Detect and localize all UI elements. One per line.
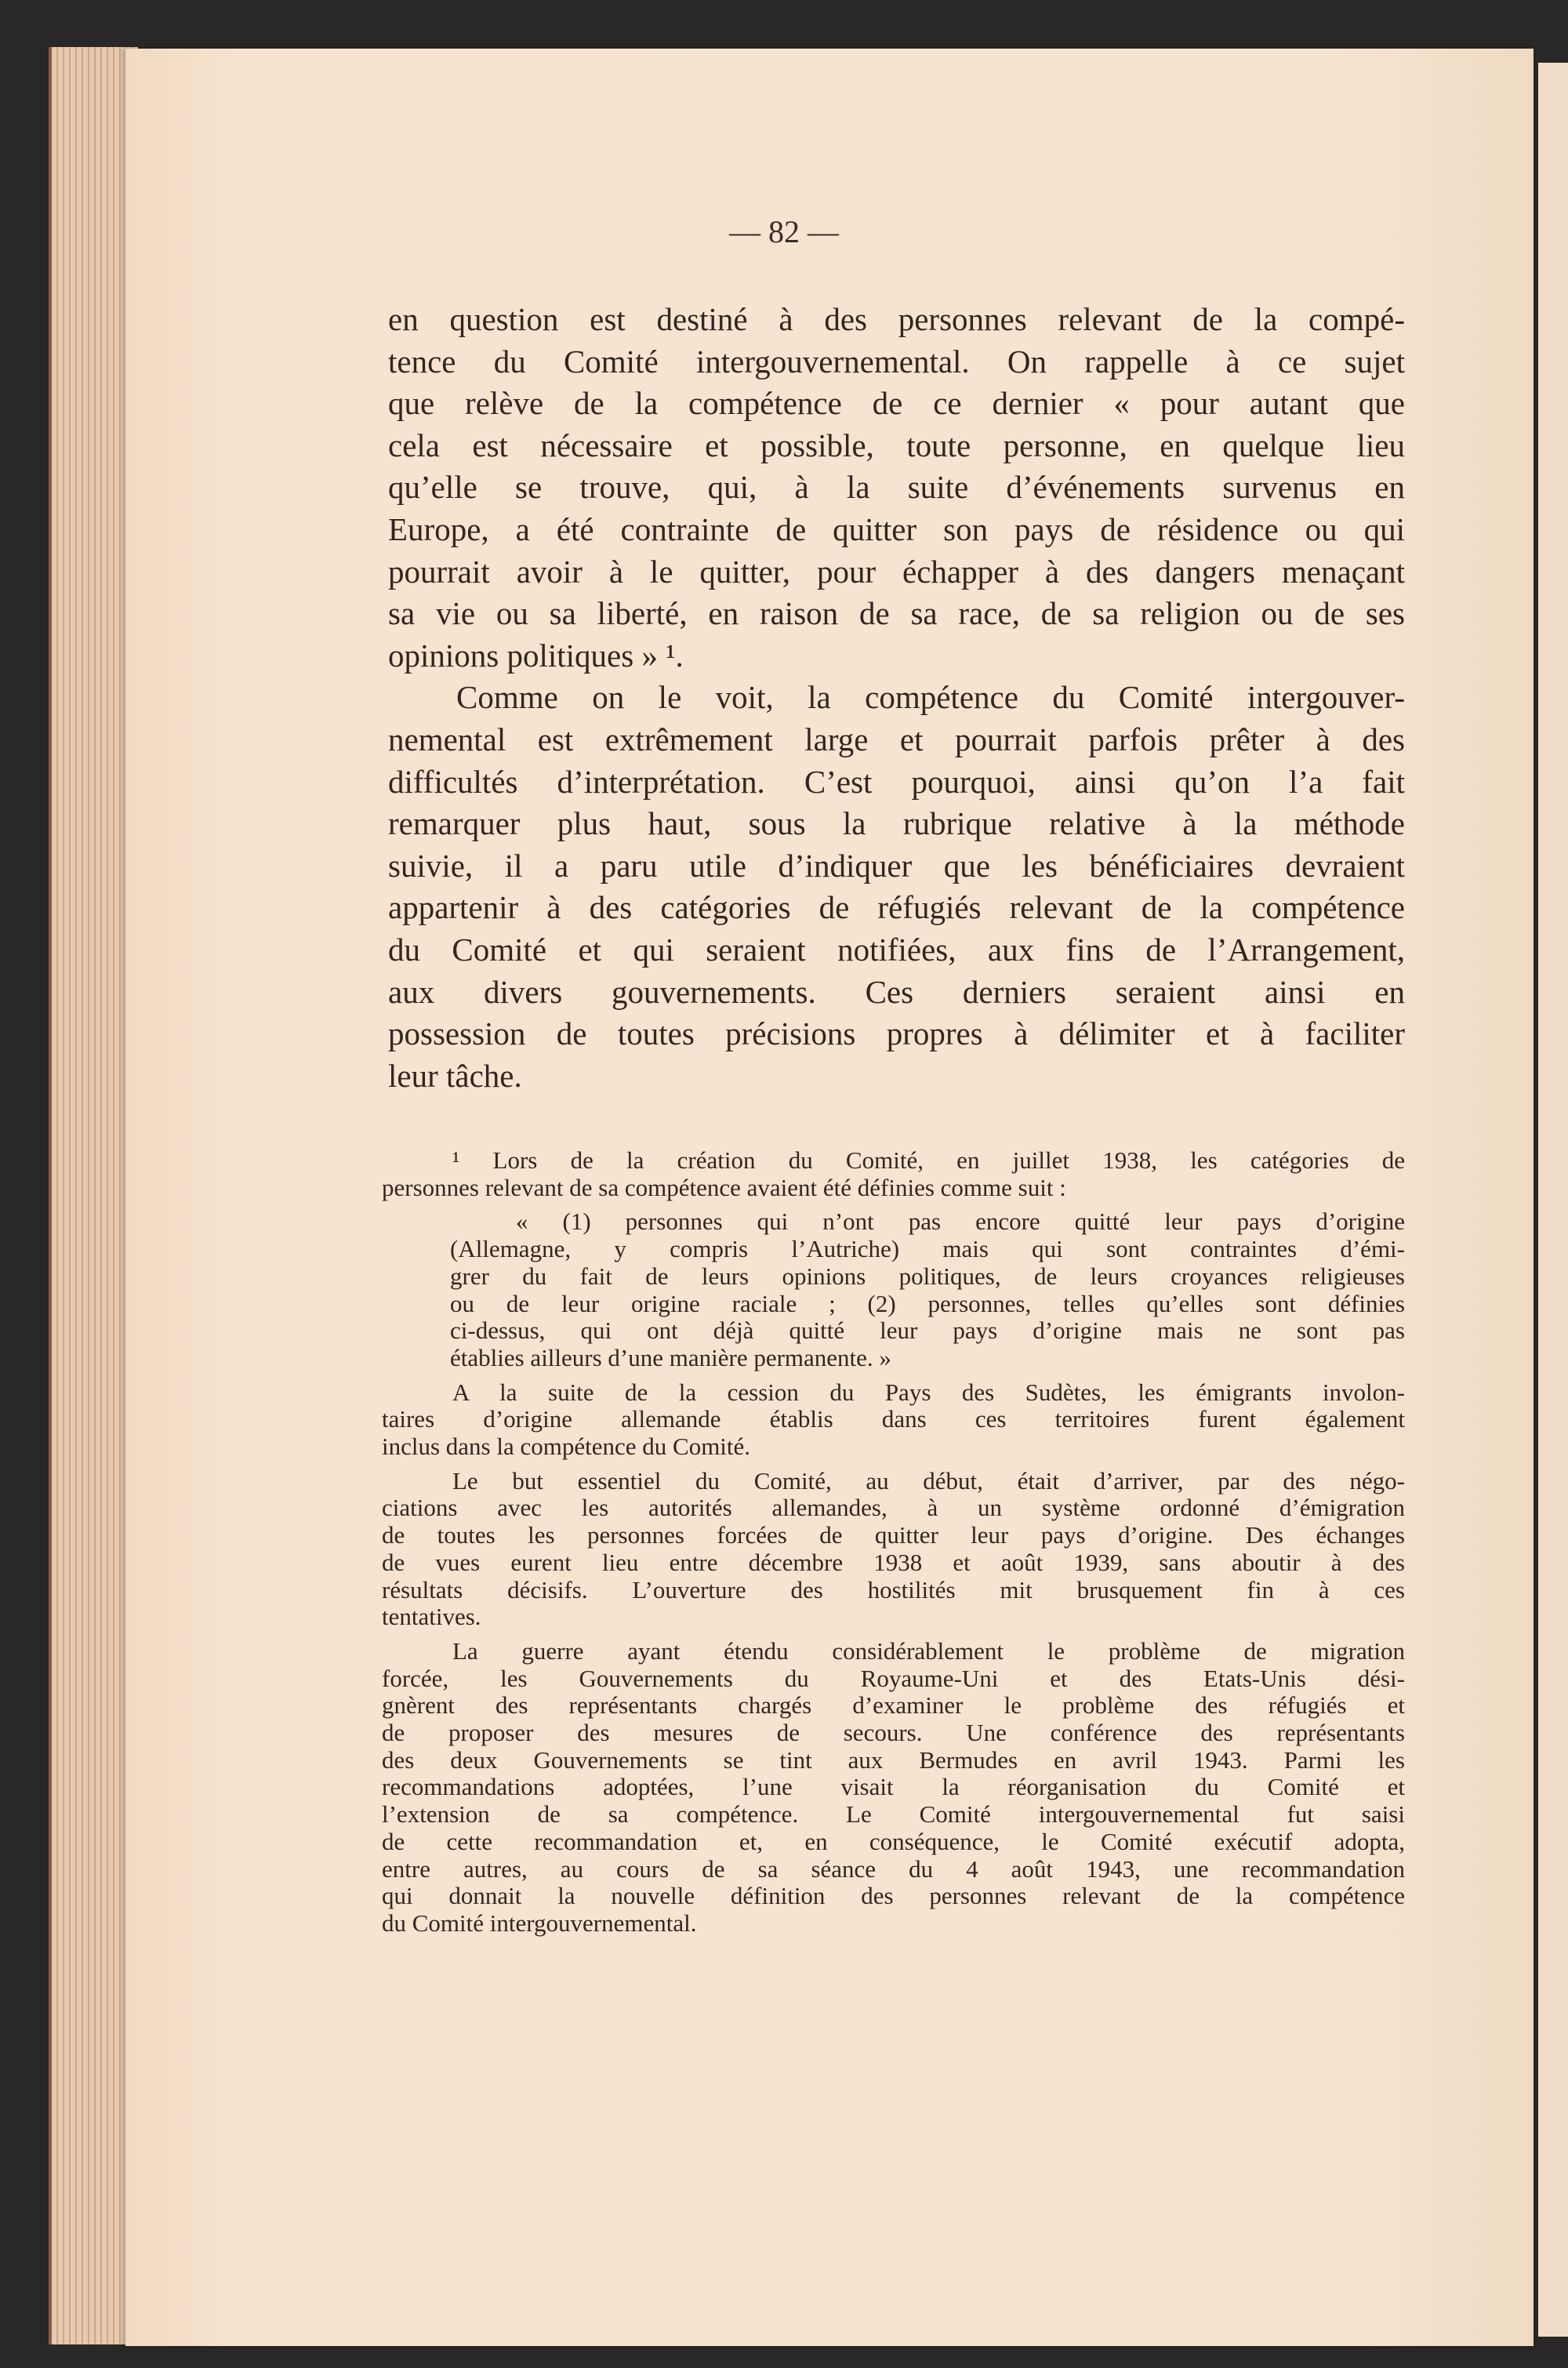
text-line: difficultés d’interprétation. C’est pourquoi, ainsi qu’on l’a fait — [388, 763, 1405, 800]
page-number: — 82 — — [729, 214, 839, 249]
footnote-line: ¹ Lors de la création du Comité, en juillet 1938, les catégories de — [452, 1146, 1405, 1174]
footnote-line: gnèrent des représentants chargés d’examiner le problème des réfugiés et — [382, 1691, 1405, 1720]
body-paragraph — [388, 677, 1405, 1097]
footnote-line: La guerre ayant étendu considérablement le problème de migration — [452, 1636, 1405, 1665]
footnote-line: de vues eurent lieu entre décembre 1938 et août 1939, sans aboutir à des — [382, 1548, 1405, 1576]
text-line: nemental est extrêmement large et pourrait parfois prêter à des — [388, 721, 1405, 757]
footnote-quote — [382, 1208, 1405, 1371]
text-line: remarquer plus haut, sous la rubrique relative à la méthode — [388, 805, 1405, 842]
footnote-line: du Comité intergouvernemental. — [382, 1909, 697, 1937]
text-line: possession de toutes précisions propres à délimiter et à faciliter — [388, 1015, 1405, 1052]
footnote-line: ci-dessus, qui ont déjà quitté leur pays d’origine mais ne sont pas — [450, 1317, 1405, 1345]
body-text — [388, 299, 1405, 1097]
text-line: sa vie ou sa liberté, en raison de sa race, de sa religion ou de ses — [388, 595, 1405, 632]
footnote-line: des deux Gouvernements se tint aux Bermudes en avril 1943. Parmi les — [382, 1745, 1405, 1774]
footnote-line: (Allemagne, y compris l’Autriche) mais qui sont contraintes d’émi- — [450, 1235, 1405, 1263]
footnote-line: forcée, les Gouvernements du Royaume-Uni et des Etats-Unis dési- — [382, 1664, 1405, 1692]
footnote-line: établies ailleurs d’une manière permanente. » — [450, 1343, 891, 1371]
text-line: aux divers gouvernements. Ces derniers seraient ainsi en — [388, 973, 1405, 1010]
text-line: suivie, il a paru utile d’indiquer que les bénéficiaires devraient — [388, 847, 1405, 884]
footnote-paragraph — [382, 1379, 1405, 1461]
footnote-line: de proposer des mesures de secours. Une conférence des représentants — [382, 1719, 1405, 1747]
footnote-paragraph — [382, 1638, 1405, 1938]
body-paragraph — [388, 299, 1405, 677]
footnote-line: recommandations adoptées, l’une visait la réorganisation du Comité et — [382, 1773, 1405, 1801]
footnote-line: « (1) personnes qui n’ont pas encore quitté leur pays d’origine — [516, 1208, 1405, 1236]
footnote-line: tentatives. — [382, 1603, 481, 1631]
footnote-line: l’extension de sa compétence. Le Comité intergouvernemental fut saisi — [382, 1800, 1405, 1829]
text-line: leur tâche. — [388, 1057, 522, 1094]
footnote-paragraph — [382, 1147, 1405, 1201]
footnote-line: ou de leur origine raciale ; (2) personnes, telles qu’elles sont définies — [450, 1289, 1405, 1317]
footnote-line: qui donnait la nouvelle définition des personnes relevant de la compétence — [382, 1882, 1405, 1910]
footnote-line: A la suite de la cession du Pays des Sudètes, les émigrants involon- — [452, 1378, 1405, 1406]
footnote — [382, 1147, 1405, 1938]
footnote-line: de cette recommandation et, en conséquence, le Comité exécutif adopta, — [382, 1827, 1405, 1855]
text-line: tence du Comité intergouvernemental. On rappelle à ce sujet — [388, 343, 1405, 380]
footnote-line: entre autres, au cours de sa séance du 4 août 1943, une recommandation — [382, 1854, 1405, 1883]
text-line: Comme on le voit, la compétence du Comité intergouver- — [456, 679, 1405, 716]
footnote-line: taires d’origine allemande établis dans ces territoires furent également — [382, 1405, 1405, 1433]
text-line: appartenir à des catégories de réfugiés relevant de la compétence — [388, 889, 1405, 926]
footnote-line: Le but essentiel du Comité, au début, était d’arriver, par des négo- — [452, 1466, 1405, 1495]
text-line: qu’elle se trouve, qui, à la suite d’événements survenus en — [388, 469, 1405, 506]
footnote-line: inclus dans la compétence du Comité. — [382, 1433, 751, 1461]
footnote-line: personnes relevant de sa compétence avaient été définies comme suit : — [382, 1173, 1066, 1201]
footnote-line: résultats décisifs. L’ouverture des hostilités mit brusquement fin à ces — [382, 1575, 1405, 1603]
text-line: en question est destiné à des personnes relevant de la compé- — [388, 301, 1405, 337]
footnote-line: grer du fait de leurs opinions politiques, de leurs croyances religieuses — [450, 1262, 1405, 1290]
facing-page-edge — [1538, 63, 1568, 2337]
text-line: Europe, a été contrainte de quitter son pays de résidence ou qui — [388, 510, 1405, 547]
text-line: cela est nécessaire et possible, toute personne, en quelque lieu — [388, 427, 1405, 463]
footnote-line: ciations avec les autorités allemandes, à un système ordonné d’émigration — [382, 1494, 1405, 1522]
text-line: que relève de la compétence de ce dernier « pour autant que — [388, 385, 1405, 422]
text-line: opinions politiques » ¹. — [388, 637, 684, 674]
text-line: pourrait avoir à le quitter, pour échapper à des dangers menaçant — [388, 553, 1405, 590]
text-line: du Comité et qui seraient notifiées, aux fins de l’Arrangement, — [388, 931, 1405, 968]
footnote-line: de toutes les personnes forcées de quitter leur pays d’origine. Des échanges — [382, 1521, 1405, 1549]
page-edges — [49, 47, 138, 2344]
footnote-paragraph — [382, 1468, 1405, 1631]
